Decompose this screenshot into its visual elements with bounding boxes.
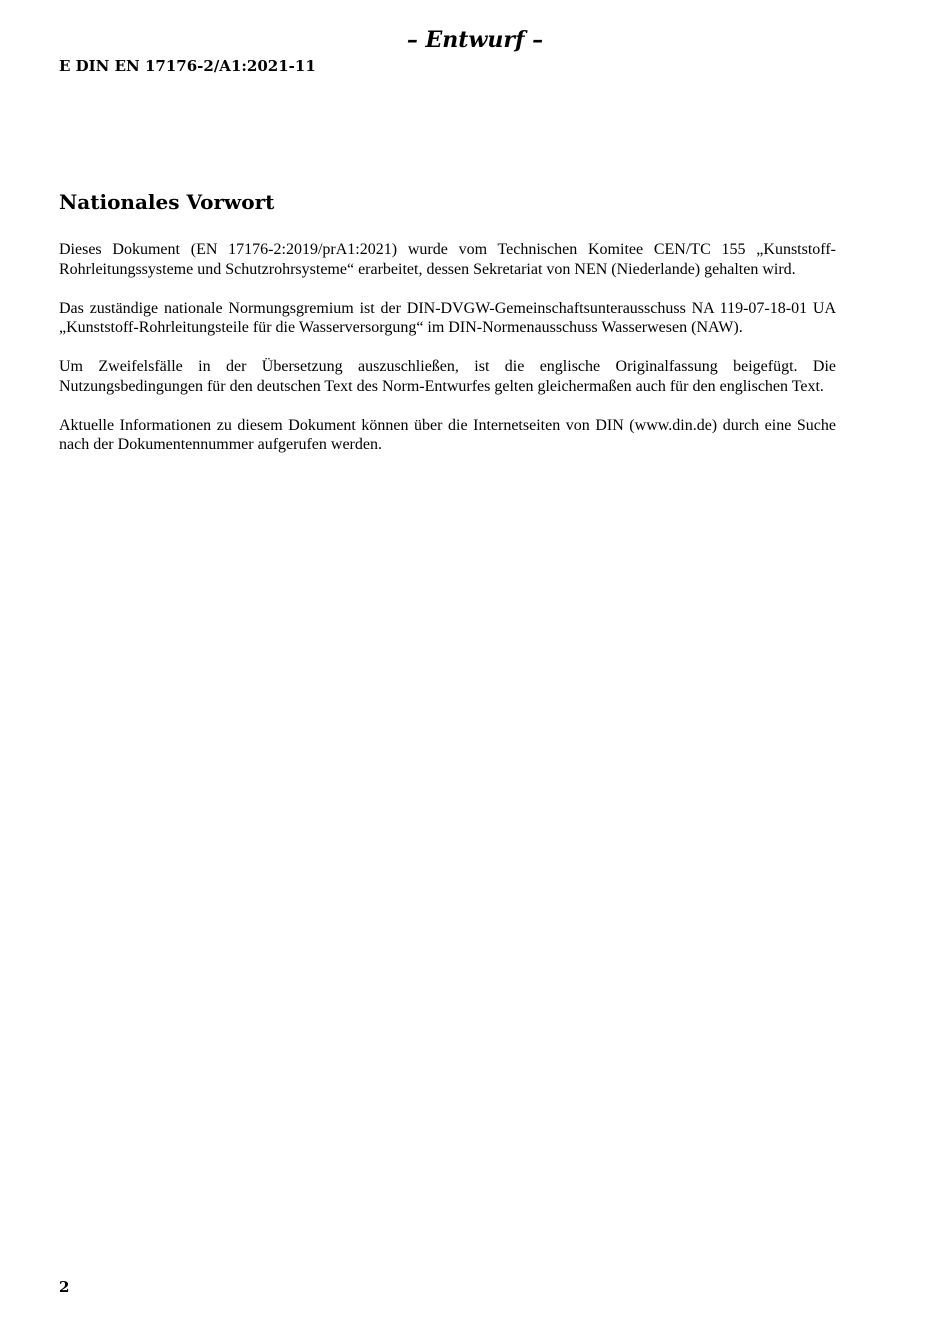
document-id: E DIN EN 17176-2/A1:2021-11 <box>59 57 316 75</box>
paragraph-national-body: Das zuständige nationale Normungsgremium ist der DIN-DVGW-Gemeinschaftsunterausschuss NA 119-07-18-01 UA „Kunststoff-Rohrleitungsteile für die Wasserversorgung“ im DIN-Normenausschuss Wasserwesen (NAW). <box>59 299 836 336</box>
draft-banner: – Entwurf – <box>406 27 544 53</box>
foreword-body <box>59 240 836 474</box>
section-title: Nationales Vorwort <box>59 190 275 214</box>
page-number: 2 <box>59 1278 70 1296</box>
paragraph-information: Aktuelle Informationen zu diesem Dokument können über die Internetseiten von DIN (www.din.de) durch eine Suche nach der Dokumentennummer aufgerufen werden. <box>59 416 836 453</box>
paragraph-translation: Um Zweifelsfälle in der Übersetzung auszuschließen, ist die englische Originalfassung beigefügt. Die Nutzungsbedingungen für den deutschen Text des Norm-Entwurfes gelten gleichermaßen auch für den englischen Text. <box>59 358 836 395</box>
paragraph-committee: Dieses Dokument (EN 17176-2:2019/prA1:2021) wurde vom Technischen Komitee CEN/TC 155 „Kunststoff-Rohrleitungssysteme und Schutzrohrsysteme“ erarbeitet, dessen Sekretariat von NEN (Niederlande) gehalten wird. <box>59 241 836 278</box>
